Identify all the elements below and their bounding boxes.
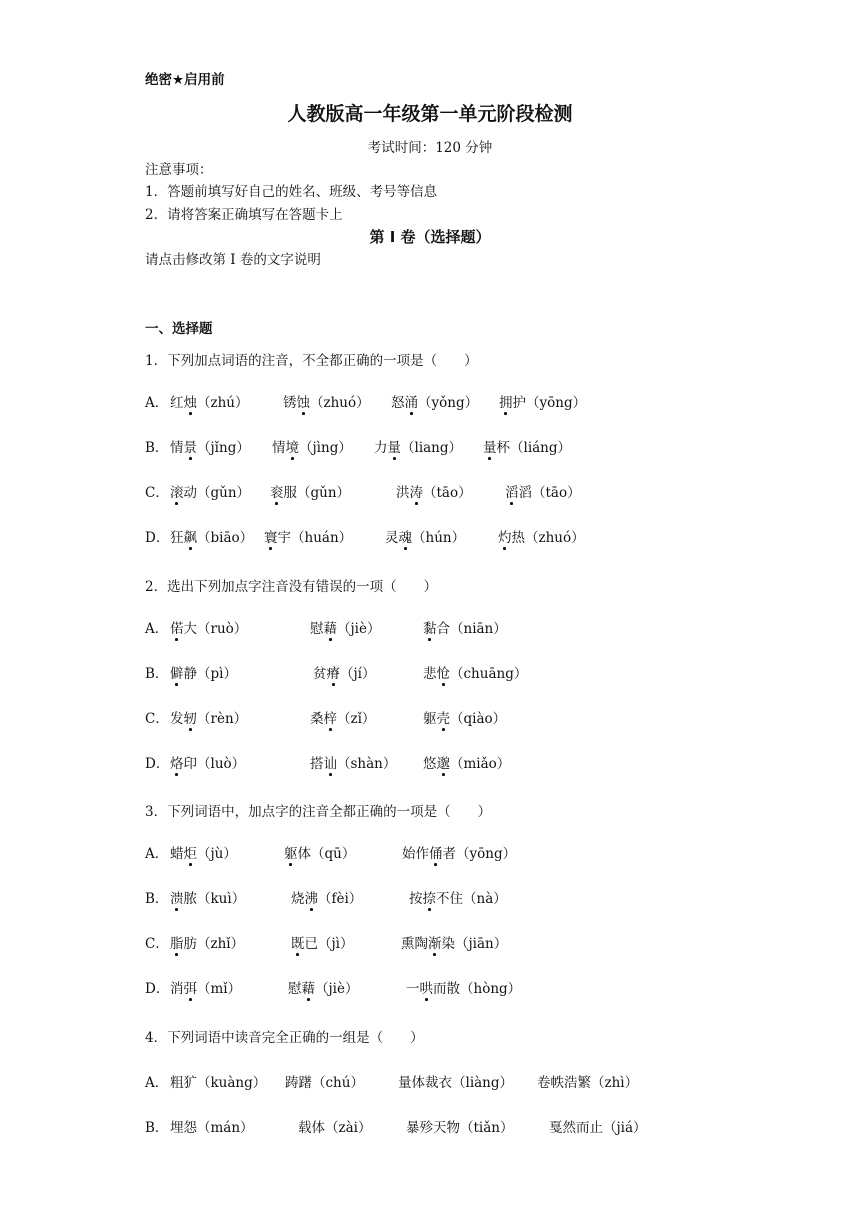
option-letter: C． [145, 936, 169, 952]
option-word: 滔滔（tāo） [505, 481, 581, 501]
option-word: 锈蚀（zhuó） [283, 391, 370, 411]
option-word: 寰宇（huán） [264, 526, 352, 546]
option-word: 载体（zài） [298, 1120, 372, 1136]
dotted-character: 滚 [170, 481, 184, 501]
option-letter: A． [145, 395, 169, 411]
option-word: 量杯（liáng） [483, 436, 571, 456]
option-letter: A． [145, 846, 169, 862]
option-word: 僻静（pì） [170, 662, 237, 682]
dotted-character: 讪 [324, 752, 338, 772]
dotted-character: 涛 [410, 481, 424, 501]
dotted-character: 魂 [399, 526, 413, 546]
notes-heading: 注意事项： [145, 162, 213, 178]
dotted-character: 寰 [264, 526, 278, 546]
option-word: 狂飙（biāo） [170, 526, 253, 546]
option-letter: C． [145, 485, 169, 501]
option-word: 卷帙浩繁（zhì） [537, 1075, 639, 1091]
option-word: 滚动（gǔn） [170, 481, 250, 501]
note-item: 2．请将答案正确填写在答题卡上 [145, 207, 343, 223]
question-stem: 4．下列词语中读音完全正确的一组是（ ） [145, 1030, 424, 1046]
dotted-character: 捺 [423, 887, 437, 907]
dotted-character: 偌 [170, 617, 184, 637]
option-word: 既已（jì） [291, 932, 354, 952]
option-word: 慰藉（jiè） [288, 977, 359, 997]
dotted-character: 沸 [305, 887, 319, 907]
option-word: 量体裁衣（liàng） [398, 1075, 514, 1091]
option-word: 灵魂（hún） [385, 526, 465, 546]
option-word: 悠邈（miǎo） [423, 752, 510, 772]
dotted-character: 拥 [499, 391, 513, 411]
dotted-character: 黏 [423, 617, 437, 637]
dotted-character: 梓 [324, 707, 338, 727]
dotted-character: 衮 [270, 481, 284, 501]
option-word: 怒涌（yǒng） [391, 391, 478, 411]
option-word: 偌大（ruò） [170, 617, 247, 637]
option-word: 红烛（zhú） [170, 391, 249, 411]
dotted-character: 瘠 [327, 662, 341, 682]
option-letter: B． [145, 440, 169, 456]
option-word: 躯体（qū） [284, 842, 355, 862]
option-word: 桑梓（zǐ） [310, 707, 375, 727]
option-word: 情境（jìng） [272, 436, 352, 456]
dotted-character: 滔 [505, 481, 519, 501]
option-word: 一哄而散（hòng） [406, 977, 521, 997]
option-letter: D． [145, 530, 170, 546]
dotted-character: 躯 [284, 842, 298, 862]
volume-description[interactable]: 请点击修改第 I 卷的文字说明 [145, 252, 321, 268]
dotted-character: 灼 [498, 526, 512, 546]
dotted-character: 飙 [184, 526, 198, 546]
option-letter: A． [145, 621, 169, 637]
dotted-character: 哄 [420, 977, 434, 997]
option-letter: B． [145, 666, 169, 682]
dotted-character: 蚀 [297, 391, 311, 411]
option-word: 发轫（rèn） [170, 707, 247, 727]
option-letter: D． [145, 756, 170, 772]
option-word: 按捺不住（nà） [409, 887, 507, 907]
option-word: 烙印（luò） [170, 752, 245, 772]
note-item: 1．答题前填写好自己的姓名、班级、考号等信息 [145, 184, 438, 200]
option-word: 烧沸（fèi） [291, 887, 362, 907]
dotted-character: 烙 [170, 752, 184, 772]
dotted-character: 弭 [184, 977, 198, 997]
option-word: 力量（liang） [374, 436, 462, 456]
dotted-character: 脂 [170, 932, 184, 952]
option-word: 拥护（yōng） [499, 391, 586, 411]
option-word: 黏合（niān） [423, 617, 507, 637]
option-letter: C． [145, 711, 169, 727]
dotted-character: 量 [483, 436, 497, 456]
dotted-character: 烛 [184, 391, 198, 411]
dotted-character: 境 [286, 436, 300, 456]
dotted-character: 炬 [184, 842, 198, 862]
option-word: 洪涛（tāo） [396, 481, 472, 501]
question-stem: 1．下列加点词语的注音，不全都正确的一项是（ ） [145, 353, 478, 369]
option-word: 慰藉（jiè） [310, 617, 381, 637]
exam-time: 考试时间：120 分钟 [367, 140, 493, 156]
option-word: 情景（jǐng） [170, 436, 250, 456]
option-word: 熏陶渐染（jiān） [401, 932, 507, 952]
section-heading: 一、选择题 [145, 321, 213, 337]
dotted-character: 景 [184, 436, 198, 456]
dotted-character: 既 [291, 932, 305, 952]
option-word: 贫瘠（jí） [313, 662, 376, 682]
exam-title: 人教版高一年级第一单元阶段检测 [287, 103, 573, 125]
confidential-label: 绝密★启用前 [145, 72, 225, 88]
option-word: 踌躇（chú） [285, 1075, 364, 1091]
option-word: 悲怆（chuāng） [423, 662, 527, 682]
option-word: 灼热（zhuó） [498, 526, 585, 546]
dotted-character: 量 [388, 436, 402, 456]
volume-title: 第 I 卷（选择题） [369, 228, 491, 246]
dotted-character: 藉 [324, 617, 338, 637]
dotted-character: 俑 [429, 842, 443, 862]
option-word: 埋怨（mán） [170, 1120, 254, 1136]
dotted-character: 僻 [170, 662, 184, 682]
option-letter: D． [145, 981, 170, 997]
dotted-character: 溃 [170, 887, 184, 907]
option-word: 始作俑者（yōng） [402, 842, 516, 862]
option-word: 蜡炬（jù） [170, 842, 237, 862]
option-letter: A． [145, 1075, 169, 1091]
option-word: 搭讪（shàn） [310, 752, 396, 772]
dotted-character: 邈 [437, 752, 451, 772]
dotted-character: 壳 [437, 707, 451, 727]
option-letter: B． [145, 891, 169, 907]
dotted-character: 涌 [405, 391, 419, 411]
question-stem: 3．下列词语中，加点字的注音全都正确的一项是（ ） [145, 804, 492, 820]
option-word: 衮服（gǔn） [270, 481, 350, 501]
option-word: 脂肪（zhǐ） [170, 932, 244, 952]
question-stem: 2．选出下列加点字注音没有错误的一项（ ） [145, 579, 438, 595]
option-word: 暴殄天物（tiǎn） [406, 1120, 514, 1136]
option-letter: B． [145, 1120, 169, 1136]
option-word: 躯壳（qiào） [423, 707, 506, 727]
dotted-character: 怆 [437, 662, 451, 682]
option-word: 戛然而止（jiá） [549, 1120, 647, 1136]
option-word: 溃脓（kuì） [170, 887, 245, 907]
dotted-character: 轫 [184, 707, 198, 727]
dotted-character: 渐 [428, 932, 442, 952]
option-word: 粗犷（kuàng） [170, 1075, 267, 1091]
option-word: 消弭（mǐ） [170, 977, 241, 997]
dotted-character: 藉 [302, 977, 316, 997]
